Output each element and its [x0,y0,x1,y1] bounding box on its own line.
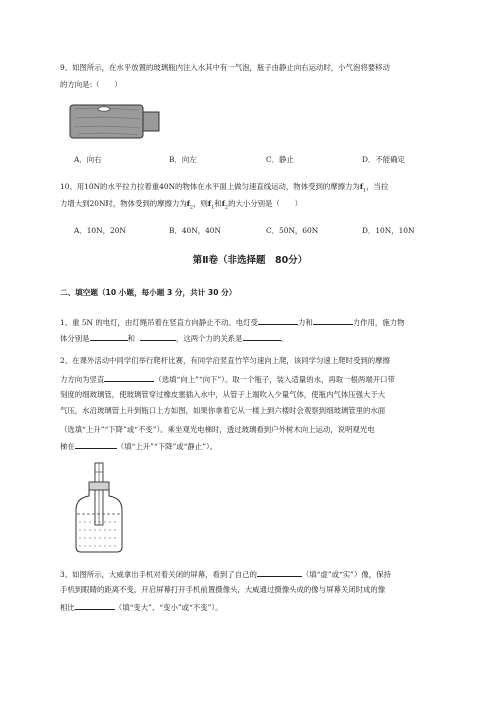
fill1-line2 [60,333,288,342]
f2-subscript-2: 2 [224,204,229,211]
fill1-line1-text-c: 力作用，施力物 [352,318,405,327]
q10-line2-text-b: ，则 [193,199,208,208]
f1-subscript: 1 [363,187,367,194]
part2-heading: 二、填空题（10 小题，每小题 3 分，共计 30 分） [60,288,237,297]
q10-choice-b: B．40N，40N [169,226,221,235]
fill2-line2 [60,374,395,383]
fill1-line2-text-d: 。 [280,334,288,343]
q10-choice-d: D．10N，10N [362,226,415,235]
q10-choice-a: A．10N，20N [74,226,126,235]
q10-line2-text-c: 和 [214,199,222,208]
answer-blank[interactable] [243,333,281,341]
f2-symbol-2: f [221,199,225,208]
fill2-line2-text-a: 力方向为竖直 [60,375,105,384]
bottle-with-glass-tube-figure [70,460,130,555]
fill2-line6-text-a: 梯在 [60,442,75,451]
fill2-line4: 气压，水沿玻璃管上升到瓶口上方如图，如果你拿着它从一楼上到六楼时会观察到细玻璃管里的水面 [60,406,386,415]
fill2-line5 [60,424,375,433]
fill3-line1-text-b: （填“虚”或“实”）像，保持 [301,570,391,579]
q10-line2-text-d: 的大小分别是（ ） [228,199,302,208]
fill2-line1: 2、在课外活动中同学们举行爬杆比赛，有同学沿竖直竹竿匀速向上爬，该同学匀速上爬时受到的摩擦 [60,356,390,365]
bottle-neck [143,112,159,131]
q9-line1: 9、如图所示，在水平放置的玻璃瓶内注入水其中有一气泡，瓶子由静止向右运动时，小气泡将要移动 [60,63,390,72]
fill3-line2: 手机到眼睛的距离不变，开启屏幕打开手机前置摄像头，大威通过摄像头成的像与屏幕关闭时成的像 [60,585,386,594]
answer-blank[interactable] [104,374,154,382]
f2-symbol: f [186,199,190,208]
section2-title: 第Ⅱ卷（非选择题 80分） [192,255,308,266]
fill1-line1 [60,317,405,326]
answer-blank[interactable] [257,569,302,577]
q10-choice-c: C．50N，60N [266,226,319,235]
f1-symbol: f [359,182,364,191]
fill1-line1-text-a: 1、重 5N 的电灯，由灯绳吊着在竖直方向静止不动。电灯受 [60,318,258,327]
f1-symbol-2: f [207,199,212,208]
fill2-line2-text-b: （选填“向上”“向下”）。取一个瓶子，装入适量的水，再取一根两端开口带 [154,375,395,384]
fill3-line1 [60,569,391,578]
answer-blank[interactable] [75,441,117,449]
q9-choice-b: B．向左 [169,155,197,164]
q10-line1-text-a: 10、用10N的水平拉力拉着重40N的物体在水平面上做匀速直线运动，物体受到的摩擦力为 [60,182,360,191]
fill2-line6 [60,441,217,450]
rubber-stopper [89,482,109,490]
fill3-line3-text-b: （填“变大”、“变小”或“不变”）。 [114,603,223,612]
answer-blank[interactable] [75,602,115,610]
answer-blank[interactable] [313,317,353,325]
fill1-line2-text-b: 和 [127,334,135,343]
fill1-line2-text-c: ，这两个力的关系是 [175,334,243,343]
fill3-line3 [60,602,222,611]
q9-line2: 的方向是:（ ） [60,80,122,89]
fill2-line6-text-b: （填“上升”“下降”或“静止”）。 [116,442,218,451]
fill1-line2-text-a: 体分别是 [60,334,90,343]
f2-subscript: 2 [189,204,194,211]
q9-choice-a: A．向右 [74,155,102,164]
q10-line2 [60,200,302,210]
f1-subscript-2: 1 [211,204,215,211]
fill2-line3: 刻度的细玻璃管，使玻璃管穿过橡皮塞插入水中，从管子上端吹入少量气体，使瓶内气体压强大于大 [60,390,386,399]
q10-line2-text-a: 力增大到20N时，物体受到的摩擦力为 [60,199,187,208]
fill1-line1-text-b: 力和 [297,318,313,327]
horizontal-bottle-figure [68,100,163,143]
answer-blank[interactable] [90,333,128,341]
fill3-line3-text-a: 相比 [60,603,75,612]
fill2-line5-text-b: （选填“上升”“下降”或“不变”）。乘坐观光电梯时，透过玻璃看到户外树木向上运动，说明观光电 [60,425,375,434]
answer-blank[interactable] [258,317,298,325]
answer-blank[interactable] [140,333,176,341]
q9-choice-c: C．静止 [266,155,294,164]
air-bubble [98,107,110,111]
q10-line1-text-b: ，当拉 [366,182,389,191]
q9-choice-d: D．不能确定 [362,155,405,164]
q10-line1 [60,183,388,193]
fill3-line1-text-a: 3、如图所示，大威拿出手机对着关闭的屏幕，看到了自己的 [60,570,257,579]
